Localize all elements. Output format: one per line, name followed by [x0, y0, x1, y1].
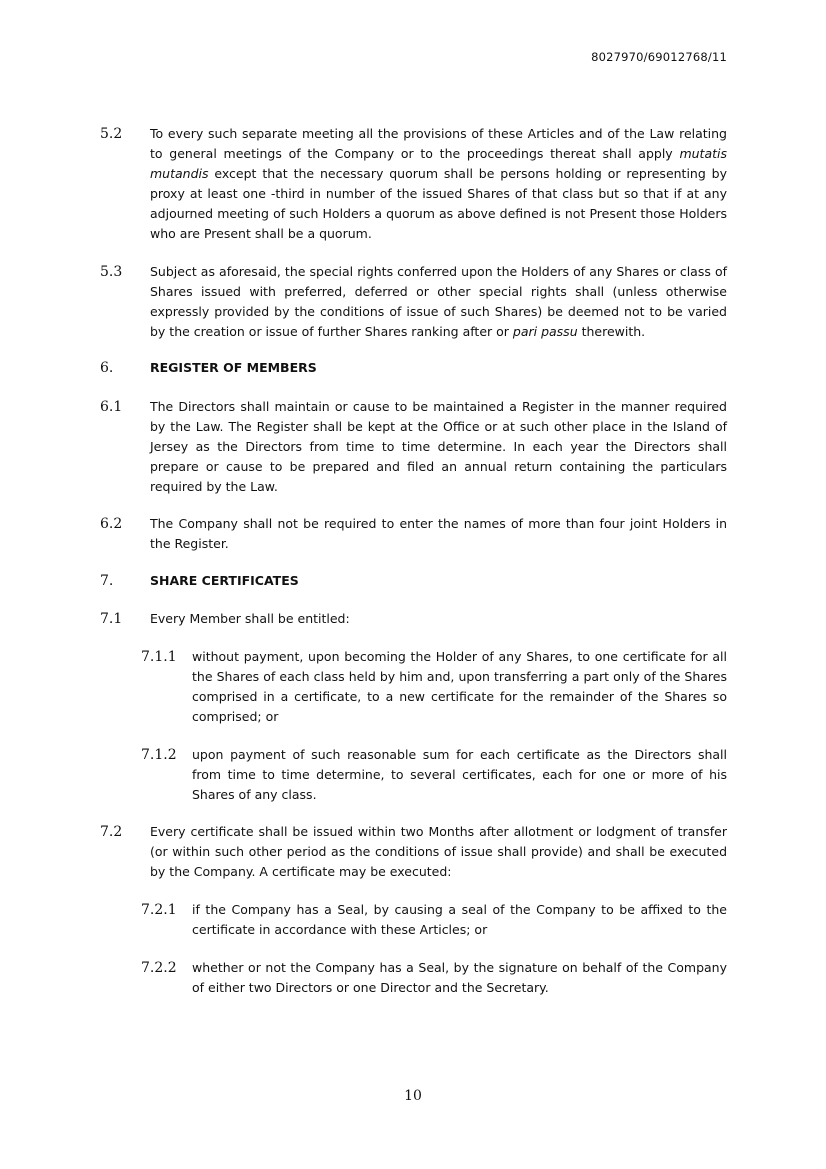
clause-text: upon payment of such reasonable sum for each certificate as the Directors shall from time to time determine, to several certificates, each for one or more of his Shares of any class.	[192, 747, 727, 802]
clause-text	[150, 124, 727, 244]
clause-number: 5.3	[100, 264, 123, 280]
section-title: REGISTER OF MEMBERS	[150, 360, 317, 375]
clause-text-italic: pari passu	[512, 324, 578, 339]
clause-number: 7.2	[100, 824, 123, 840]
clause-number: 5.2	[100, 126, 123, 142]
clause-number: 7.1.2	[141, 747, 177, 763]
clause-number: 7.1.1	[141, 649, 177, 665]
clause-number: 6.1	[100, 399, 123, 415]
clause-number: 6.2	[100, 516, 123, 532]
clause-number: 7.2.1	[141, 902, 177, 918]
section-title: SHARE CERTIFICATES	[150, 573, 299, 588]
clause-text: The Company shall not be required to enter the names of more than four joint Holders in the Register.	[150, 516, 727, 551]
document-reference: 8027970/69012768/11	[591, 50, 727, 64]
section-number: 7.	[100, 573, 114, 589]
clause-text: without payment, upon becoming the Holder of any Shares, to one certificate for all the Shares of each class held by him and, upon transferring a part only of the Shares comprised in a certificate, to a new certificate for the remainder of the Shares so comprised; or	[192, 649, 727, 724]
clause-text: The Directors shall maintain or cause to be maintained a Register in the manner required by the Law. The Register shall be kept at the Office or at such other place in the Island of Jersey as the Directors from time to time determine. In each year the Directors shall prepare or cause to be prepared and filed an annual return containing the particulars required by the Law.	[150, 399, 727, 494]
clause-text: Every Member shall be entitled:	[150, 611, 350, 626]
clause-number: 7.1	[100, 611, 123, 627]
clause-text-part: except that the necessary quorum shall be persons holding or representing by proxy at least one -third in number of the issued Shares of that class but so that if at any adjourned meeting of such Holders a quorum as above defined is not Present those Holders who are Present shall be a quorum.	[150, 166, 727, 241]
clause-text	[150, 262, 727, 342]
clause-text-italic: mutatis mutandis	[150, 146, 727, 181]
clause-text: whether or not the Company has a Seal, by the signature on behalf of the Company of either two Directors or one Director and the Secretary.	[192, 960, 727, 995]
section-number: 6.	[100, 360, 114, 376]
clause-text-part: Subject as aforesaid, the special rights conferred upon the Holders of any Shares or class of Shares issued with preferred, deferred or other special rights shall (unless otherwise expressly provided by the conditions of issue of such Shares) be deemed not to be varied by the creation or issue of further Shares ranking after or	[150, 264, 727, 339]
clause-text-part: To every such separate meeting all the provisions of these Articles and of the Law relating to general meetings of the Company or to the proceedings thereat shall apply	[150, 126, 727, 161]
clause-text: if the Company has a Seal, by causing a seal of the Company to be affixed to the certificate in accordance with these Articles; or	[192, 902, 727, 937]
clause-text: Every certificate shall be issued within two Months after allotment or lodgment of transfer (or within such other period as the conditions of issue shall provide) and shall be executed by the Company. A certificate may be executed:	[150, 824, 727, 879]
clause-number: 7.2.2	[141, 960, 177, 976]
page-number: 10	[404, 1088, 422, 1104]
clause-text-part: therewith.	[577, 324, 646, 339]
